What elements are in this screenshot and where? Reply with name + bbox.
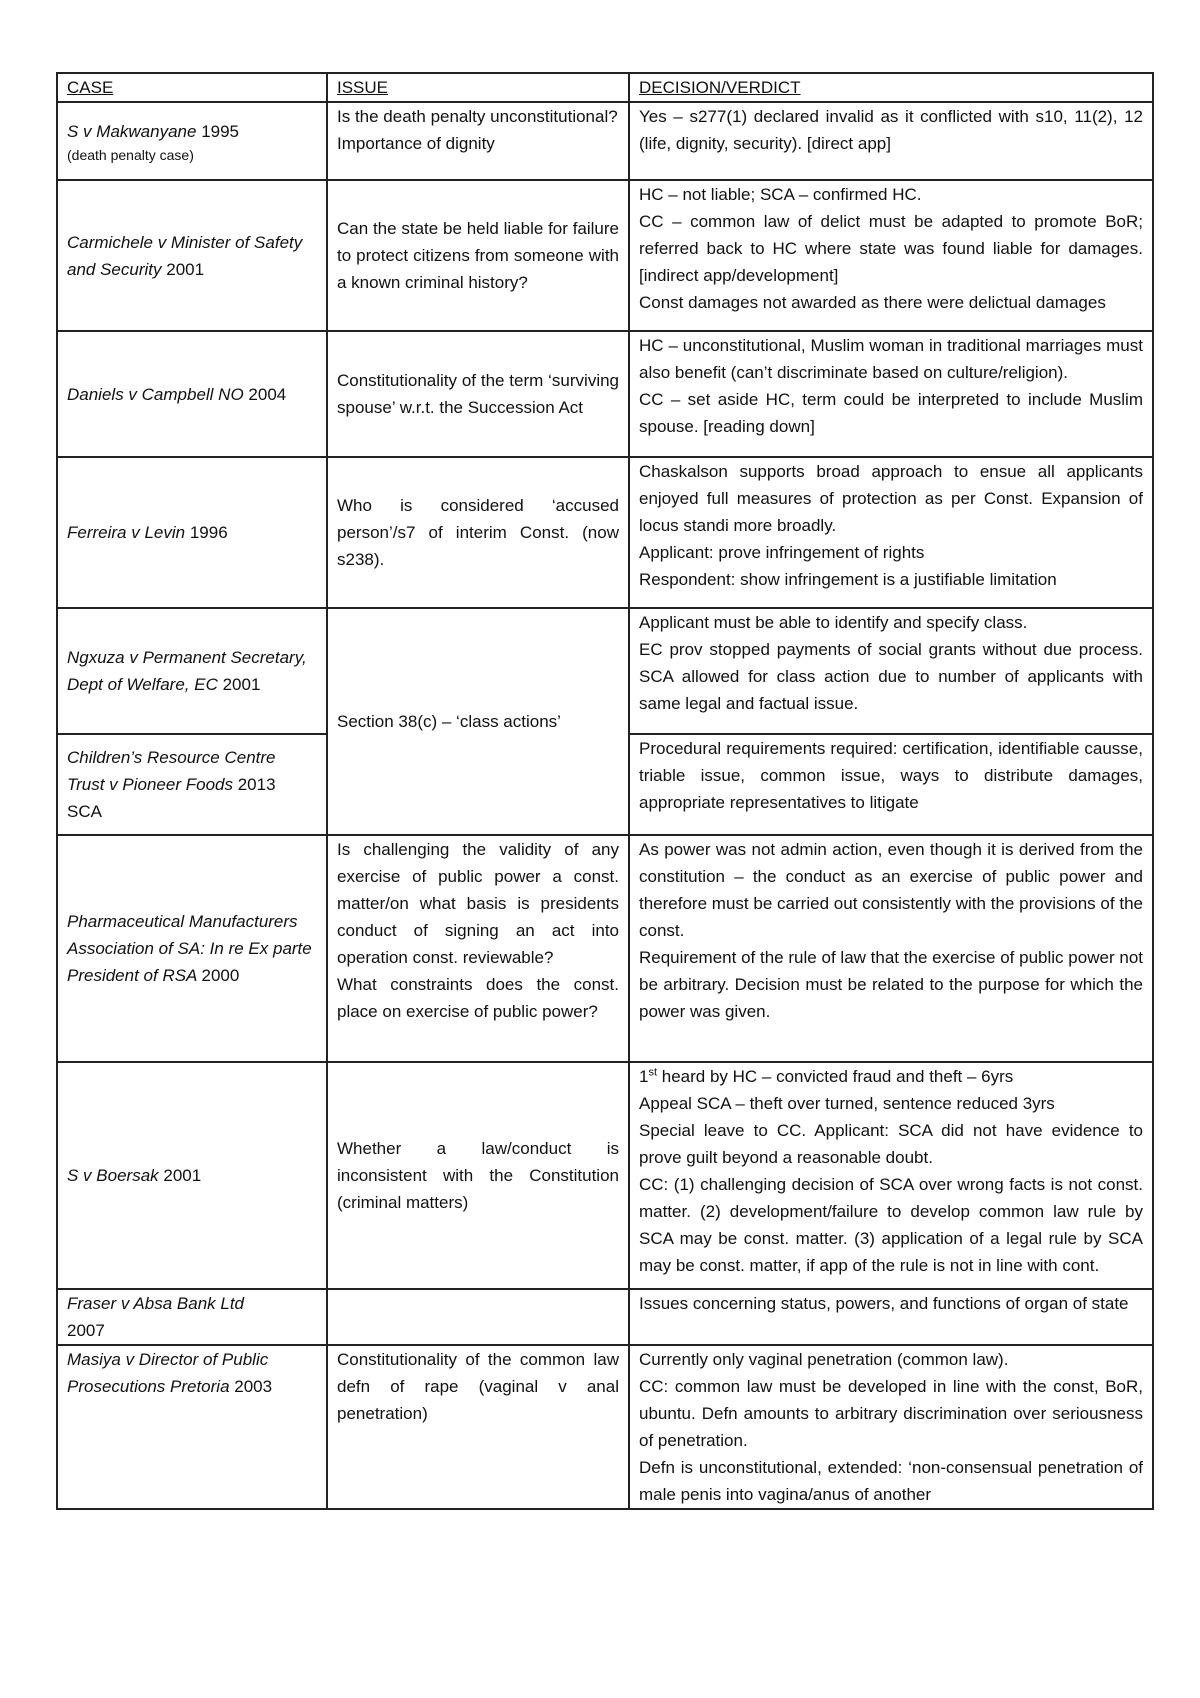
case-name: Children’s Resource Centre Trust v Pioneer Foods — [67, 748, 276, 794]
decision-text: CC – set aside HC, term could be interpreted to include Muslim spouse. [reading down] — [639, 390, 1143, 436]
case-name: Fraser v Absa Bank Ltd — [67, 1294, 245, 1313]
case-cell — [57, 835, 327, 1062]
decision-text: CC – common law of delict must be adapted to promote BoR; referred back to HC where state was found liable for damages. [indirect app/development] — [639, 212, 1143, 285]
case-year: 2001 — [166, 259, 205, 279]
case-name: Ferreira v Levin — [67, 523, 186, 542]
issue-cell — [327, 1062, 629, 1289]
table-row — [57, 331, 1153, 457]
header-issue: ISSUE — [327, 73, 629, 102]
decision-text: Currently only vaginal penetration (common law). — [639, 1350, 1009, 1369]
table-row — [57, 457, 1153, 608]
decision-cell — [629, 180, 1153, 331]
table-row — [57, 835, 1153, 1062]
issue-text: Whether a law/conduct is inconsistent with the Constitution (criminal matters) — [337, 1139, 619, 1212]
decision-text: HC – unconstitutional, Muslim woman in traditional marriages must also benefit (can’t discriminate based on culture/religion). — [639, 336, 1143, 382]
table-row — [57, 102, 1153, 180]
decision-text: Requirement of the rule of law that the exercise of public power not be arbitrary. Decision must be related to the purpose for which the power was given. — [639, 948, 1143, 1021]
decision-text: As power was not admin action, even though it is derived from the constitution – the conduct as an exercise of public power and therefore must be carried out consistently with the provisions of the const. — [639, 840, 1143, 940]
decision-text: Respondent: show infringement is a justifiable limitation — [639, 570, 1057, 589]
case-name: Carmichele v Minister of Safety and Security — [67, 232, 303, 279]
case-name: S v Boersak — [67, 1166, 159, 1185]
decision-text: CC: common law must be developed in line with the const, BoR, ubuntu. Defn amounts to arbitrary discrimination over seriousness of penetration. — [639, 1377, 1143, 1450]
decision-text: CC: (1) challenging decision of SCA over wrong facts is not const. matter. (2) development/failure to develop common law rule by SCA may be const. matter. (3) application of a legal rule by SCA may be const. matter, if app of the rule is not in line with cont. — [639, 1175, 1143, 1275]
case-table — [56, 72, 1154, 1510]
decision-cell — [629, 734, 1153, 835]
issue-text: Constitutionality of the term ‘surviving spouse’ w.r.t. the Succession Act — [337, 371, 619, 417]
issue-text: Constitutionality of the common law defn of rape (vaginal v anal penetration) — [337, 1350, 619, 1423]
decision-text: Defn is unconstitutional, extended: ‘non-consensual penetration of male penis into vagina/anus of another — [639, 1458, 1143, 1504]
case-cell — [57, 180, 327, 331]
case-name: Ngxuza v Permanent Secretary, Dept of Welfare, EC — [67, 648, 307, 694]
decision-first-line — [639, 1063, 1143, 1090]
decision-cell — [629, 102, 1153, 180]
issue-text: Is the death penalty unconstitutional? — [337, 107, 618, 126]
issue-cell — [327, 180, 629, 331]
table-row — [57, 180, 1153, 331]
ordinal-number: 1 — [639, 1067, 649, 1086]
decision-text: HC – not liable; SCA – confirmed HC. — [639, 185, 922, 204]
issue-cell — [327, 1345, 629, 1509]
case-cell — [57, 1062, 327, 1289]
issue-cell — [327, 608, 629, 835]
case-cell — [57, 331, 327, 457]
decision-text: Appeal SCA – theft over turned, sentence reduced 3yrs — [639, 1094, 1055, 1113]
case-cell — [57, 457, 327, 608]
case-name: Daniels v Campbell NO — [67, 384, 244, 404]
case-year: 1995 — [201, 121, 240, 141]
decision-text: Special leave to CC. Applicant: SCA did not have evidence to prove guilt beyond a reasonable doubt. — [639, 1121, 1143, 1167]
issue-text: Section 38(c) – ‘class actions’ — [337, 712, 561, 731]
decision-cell — [629, 457, 1153, 608]
case-year: 2001 — [222, 675, 261, 694]
case-year: 2004 — [248, 384, 287, 404]
decision-text: Procedural requirements required: certification, identifiable causse, triable issue, common issue, ways to distribute damages, appropriate representatives to litigate — [639, 739, 1143, 812]
decision-cell — [629, 1345, 1153, 1509]
decision-cell — [629, 1062, 1153, 1289]
case-cell — [57, 102, 327, 180]
case-court: SCA — [67, 802, 102, 821]
table-row — [57, 1289, 1153, 1345]
case-name: Pharmaceutical Manufacturers Association of SA: In re Ex parte President of RSA — [67, 912, 312, 985]
table-row — [57, 1062, 1153, 1289]
header-row — [57, 73, 1153, 102]
case-cell — [57, 1289, 327, 1345]
decision-cell — [629, 331, 1153, 457]
case-year: 2007 — [67, 1321, 105, 1340]
decision-text: Applicant must be able to identify and specify class. — [639, 613, 1028, 632]
case-year: 2001 — [163, 1166, 202, 1185]
case-name: S v Makwanyane — [67, 121, 197, 141]
issue-text: Importance of dignity — [337, 134, 495, 153]
table-row — [57, 1345, 1153, 1509]
decision-text: Applicant: prove infringement of rights — [639, 543, 925, 562]
issue-cell — [327, 457, 629, 608]
issue-cell — [327, 102, 629, 180]
decision-cell — [629, 1289, 1153, 1345]
issue-cell — [327, 331, 629, 457]
issue-cell — [327, 835, 629, 1062]
decision-text: EC prov stopped payments of social grants without due process. SCA allowed for class action due to number of applicants with same legal and factual issue. — [639, 640, 1143, 713]
case-cell — [57, 734, 327, 835]
decision-text: Const damages not awarded as there were delictual damages — [639, 293, 1106, 312]
case-note: (death penalty case) — [67, 146, 194, 163]
issue-text: Can the state be held liable for failure to protect citizens from someone with a known criminal history? — [337, 219, 619, 292]
decision-text: Yes – s277(1) declared invalid as it conflicted with s10, 11(2), 12 (life, dignity, security). [direct app] — [639, 107, 1143, 153]
header-case: CASE — [57, 73, 327, 102]
decision-text: Issues concerning status, powers, and functions of organ of state — [639, 1294, 1129, 1313]
case-year: 2013 — [237, 775, 276, 794]
case-cell — [57, 608, 327, 734]
decision-cell — [629, 608, 1153, 734]
issue-cell — [327, 1289, 629, 1345]
issue-text: Who is considered ‘accused person’/s7 of interim Const. (now s238). — [337, 496, 619, 569]
ordinal-suffix: st — [648, 1066, 658, 1079]
decision-text: heard by HC – convicted fraud and theft – 6yrs — [657, 1067, 1014, 1086]
header-decision: DECISION/VERDICT — [629, 73, 1153, 102]
case-name: Masiya v Director of Public Prosecutions Pretoria — [67, 1350, 269, 1396]
case-year: 2000 — [201, 966, 240, 985]
decision-text: Chaskalson supports broad approach to ensue all applicants enjoyed full measures of protection as per Const. Expansion of locus standi more broadly. — [639, 462, 1143, 535]
case-cell — [57, 1345, 327, 1509]
issue-text: Is challenging the validity of any exercise of public power a const. matter/on what basis is presidents conduct of signing an act into operation const. reviewable? — [337, 840, 619, 967]
case-year: 1996 — [189, 523, 228, 542]
table-row — [57, 608, 1153, 734]
decision-cell — [629, 835, 1153, 1062]
case-year: 2003 — [234, 1377, 273, 1396]
issue-text: What constraints does the const. place on exercise of public power? — [337, 975, 619, 1021]
